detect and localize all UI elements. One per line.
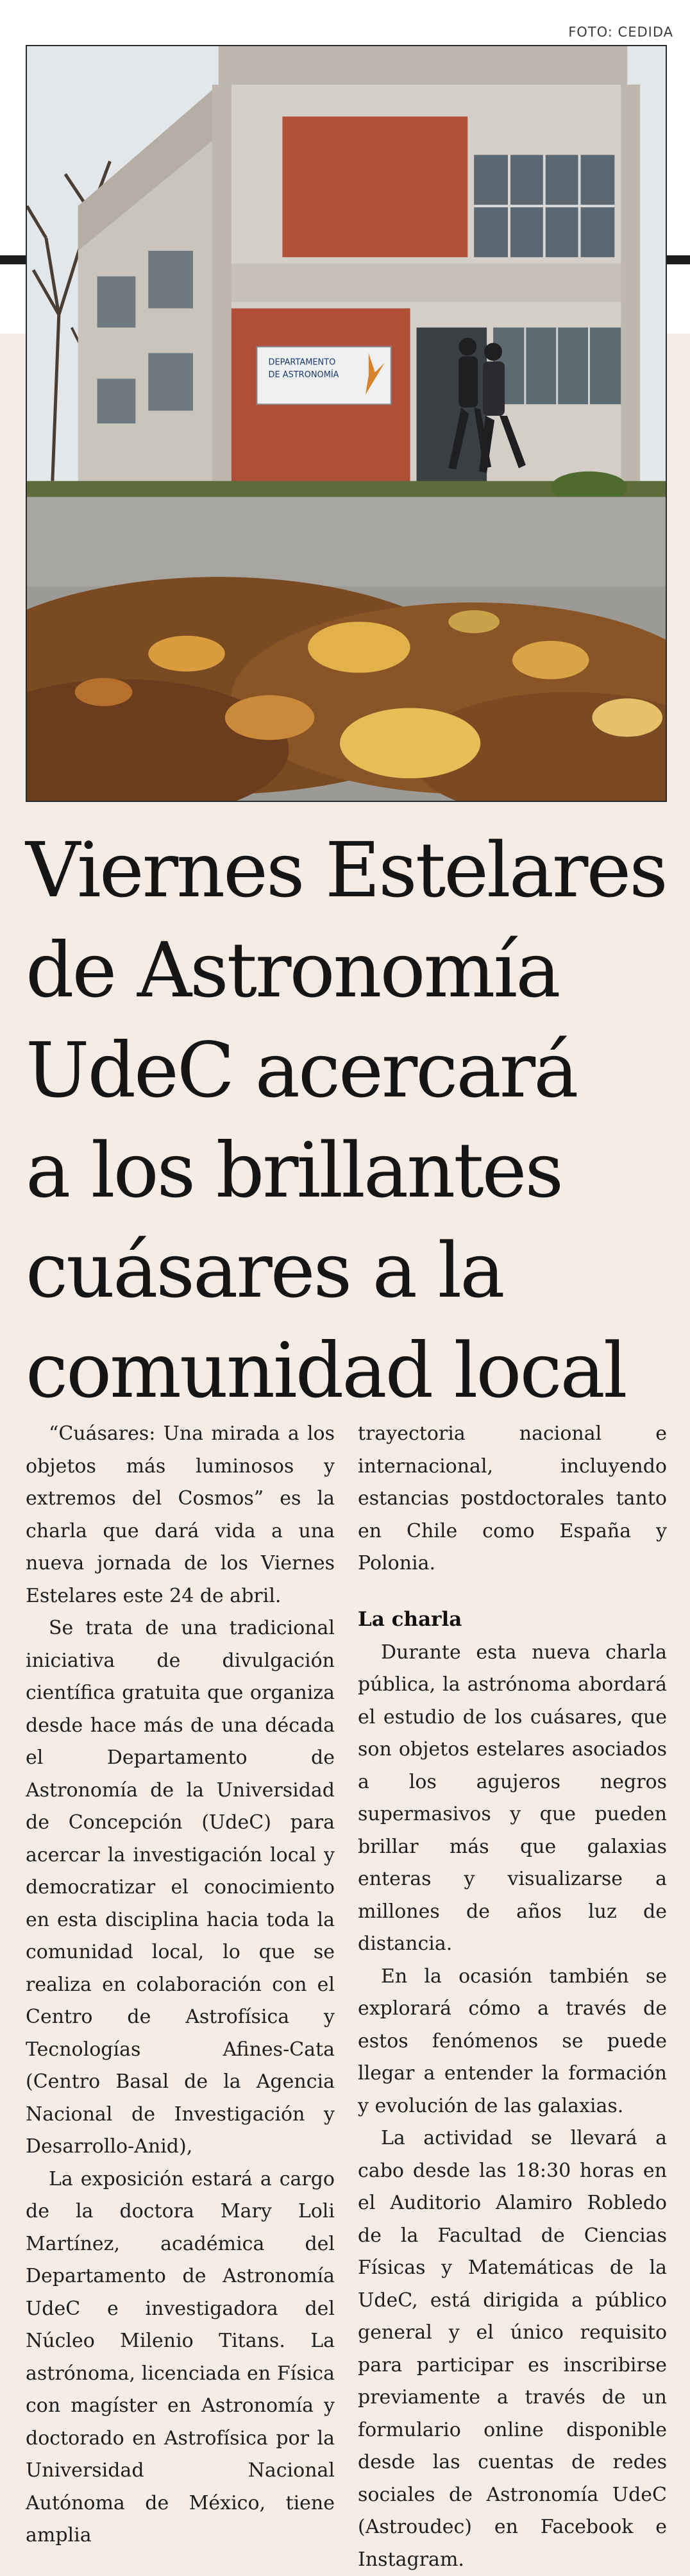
sign-text-2: DE ASTRONOMÍA <box>268 370 339 380</box>
decorative-rule-left <box>0 255 28 264</box>
article-photo <box>26 45 667 802</box>
paragraph: La exposición estará a cargo de la doctora Mary Loli Martínez, académica del Departamento de Astronomía UdeC e investigadora del Núcleo Milenio Titans. La astrónoma, licenciada en Física con magíster en Astronomía y doctorado en Astrofísica por la Universidad Nacional Autónoma de México, tiene amplia <box>26 2167 335 2546</box>
headline-line: a los brillantes <box>26 1126 562 1215</box>
paragraph-continued: trayectoria nacional e internacional, incluyendo estancias postdoctorales tanto en Chile como España y Polonia. <box>358 1422 667 1574</box>
paragraph: “Cuásares: Una mirada a los objetos más luminosos y extremos del Cosmos” es la charla que dará vida a una nueva jornada de los Viernes Estelares este 24 de abril. <box>26 1422 335 1607</box>
paragraph: La actividad se llevará a cabo desde las 18:30 horas en el Auditorio Alamiro Robledo de la Facultad de Ciencias Físicas y Matemáticas de la UdeC, está dirigida a público general y el único requisito para participar es inscribirse previamente a través de un formulario online disponible desde las cuentas de redes sociales de Astronomía UdeC (Astroudec) en Facebook e Instagram. <box>358 2127 667 2571</box>
headline-line: UdeC acercará <box>26 1026 577 1114</box>
sign-text-1: DEPARTAMENTO <box>268 357 336 368</box>
headline-line: Viernes Estelares <box>26 826 666 914</box>
building-photo-illustration <box>27 46 666 801</box>
headline <box>26 820 673 1420</box>
headline-line: comunidad local <box>26 1326 626 1415</box>
headline-line: de Astronomía <box>26 926 559 1014</box>
article-body <box>26 1418 667 2576</box>
paragraph: Se trata de una tradicional iniciativa de divulgación científica gratuita que organiza desde hace más de una década el Departamento de Astronomía de la Universidad de Concepción (UdeC) para acercar la investigación local y democratizar el conocimiento en esta disciplina hacia toda la comunidad local, lo que se realiza en colaboración con el Centro de Astrofísica y Tecnologías Afines-Cata (Centro Basal de la Agencia Nacional de Investigación y Desarrollo-Anid), <box>26 1617 335 2158</box>
paragraph: Durante esta nueva charla pública, la astrónoma abordará el estudio de los cuásares, que son objetos estelares asociados a los agujeros negros supermasivos y que pueden brillar más que galaxias enteras y visualizarse a millones de años luz de distancia. <box>358 1641 667 1955</box>
paragraph: En la ocasión también se explorará cómo a través de estos fenómenos se puede llegar a entender la formación y evolución de las galaxias. <box>358 1965 667 2117</box>
column-right <box>358 1418 667 2576</box>
decorative-rule-right <box>667 255 690 264</box>
column-left <box>26 1418 335 2576</box>
photo-credit: FOTO: CEDIDA <box>568 24 673 40</box>
headline-line: cuásares a la <box>26 1226 503 1315</box>
section-subhead: La charla <box>358 1607 462 1631</box>
